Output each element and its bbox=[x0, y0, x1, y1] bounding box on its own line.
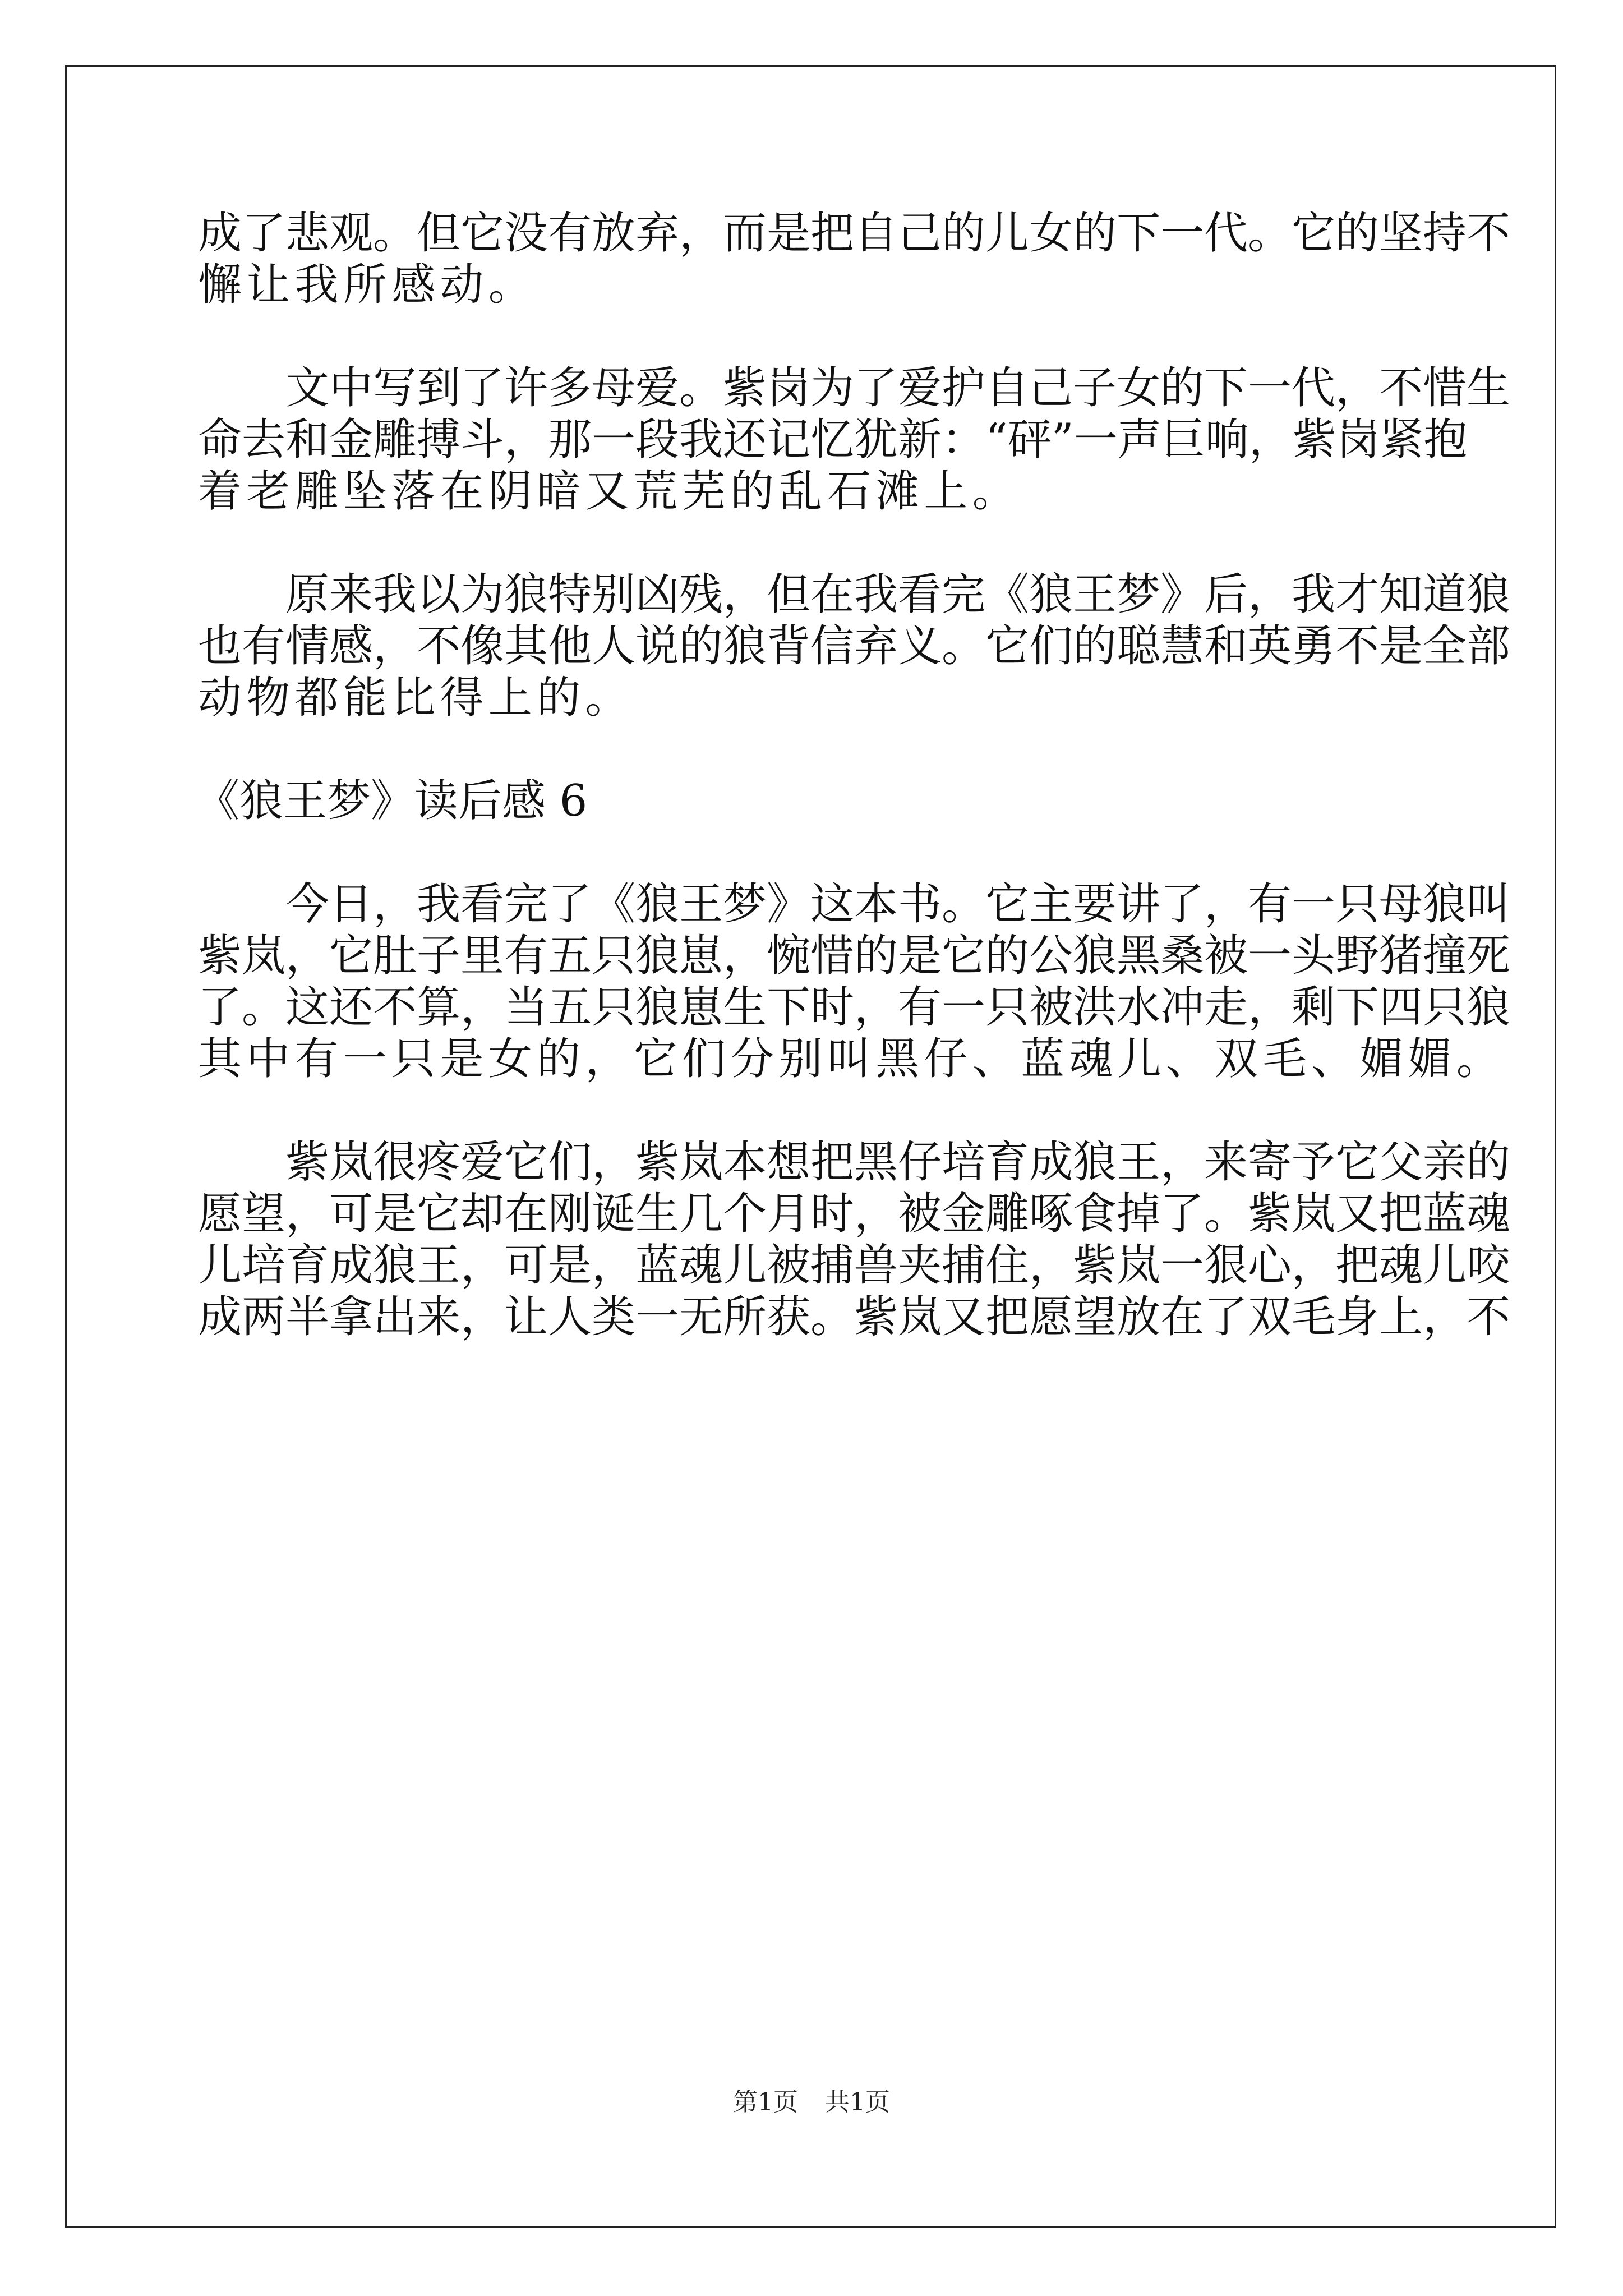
page-total: 共1页 bbox=[825, 2088, 890, 2116]
text-line: 文中写到了许多母爱。紫岗为了爱护自己子女的下一代，不惜生 bbox=[198, 363, 1511, 413]
text-line: 着老雕坠落在阴暗又荒芜的乱石滩上。 bbox=[198, 466, 1021, 517]
text-line: 成两半拿出来，让人类一无所获。紫岚又把愿望放在了双毛身上，不 bbox=[198, 1292, 1511, 1342]
text-line: 儿培育成狼王，可是，蓝魂儿被捕兽夹捕住，紫岚一狠心，把魂儿咬 bbox=[198, 1240, 1511, 1291]
page-footer bbox=[0, 2087, 1623, 2118]
text-line: 其中有一只是女的，它们分别叫黑仔、蓝魂儿、双毛、媚媚。 bbox=[198, 1034, 1505, 1084]
text-line: 成了悲观。但它没有放弃，而是把自己的儿女的下一代。它的坚持不 bbox=[198, 208, 1511, 259]
page-number: 第1页 bbox=[733, 2088, 798, 2116]
text-line: 紫岚很疼爱它们，紫岚本想把黑仔培育成狼王，来寄予它父亲的 bbox=[198, 1137, 1511, 1188]
text-line: 懈让我所感动。 bbox=[198, 260, 537, 310]
text-line: 也有情感，不像其他人说的狼背信弃义。它们的聪慧和英勇不是全部 bbox=[198, 621, 1511, 671]
text-line: 今日，我看完了《狼王梦》这本书。它主要讲了，有一只母狼叫 bbox=[198, 879, 1511, 930]
section-title: 《狼王梦》读后感 6 bbox=[196, 776, 588, 826]
text-line: 愿望，可是它却在刚诞生几个月时，被金雕啄食掉了。紫岚又把蓝魂 bbox=[198, 1189, 1511, 1239]
text-line: 原来我以为狼特别凶残，但在我看完《狼王梦》后，我才知道狼 bbox=[198, 569, 1511, 620]
text-line: 命去和金雕搏斗，那一段我还记忆犹新：“砰”一声巨响，紫岗紧抱 bbox=[198, 415, 1468, 465]
text-line: 动物都能比得上的。 bbox=[198, 673, 634, 723]
text-line: 了。这还不算，当五只狼崽生下时，有一只被洪水冲走，剩下四只狼 bbox=[198, 982, 1511, 1033]
document-body bbox=[196, 208, 1511, 1343]
text-line: 紫岚，它肚子里有五只狼崽，惋惜的是它的公狼黑桑被一头野猪撞死 bbox=[198, 931, 1511, 981]
